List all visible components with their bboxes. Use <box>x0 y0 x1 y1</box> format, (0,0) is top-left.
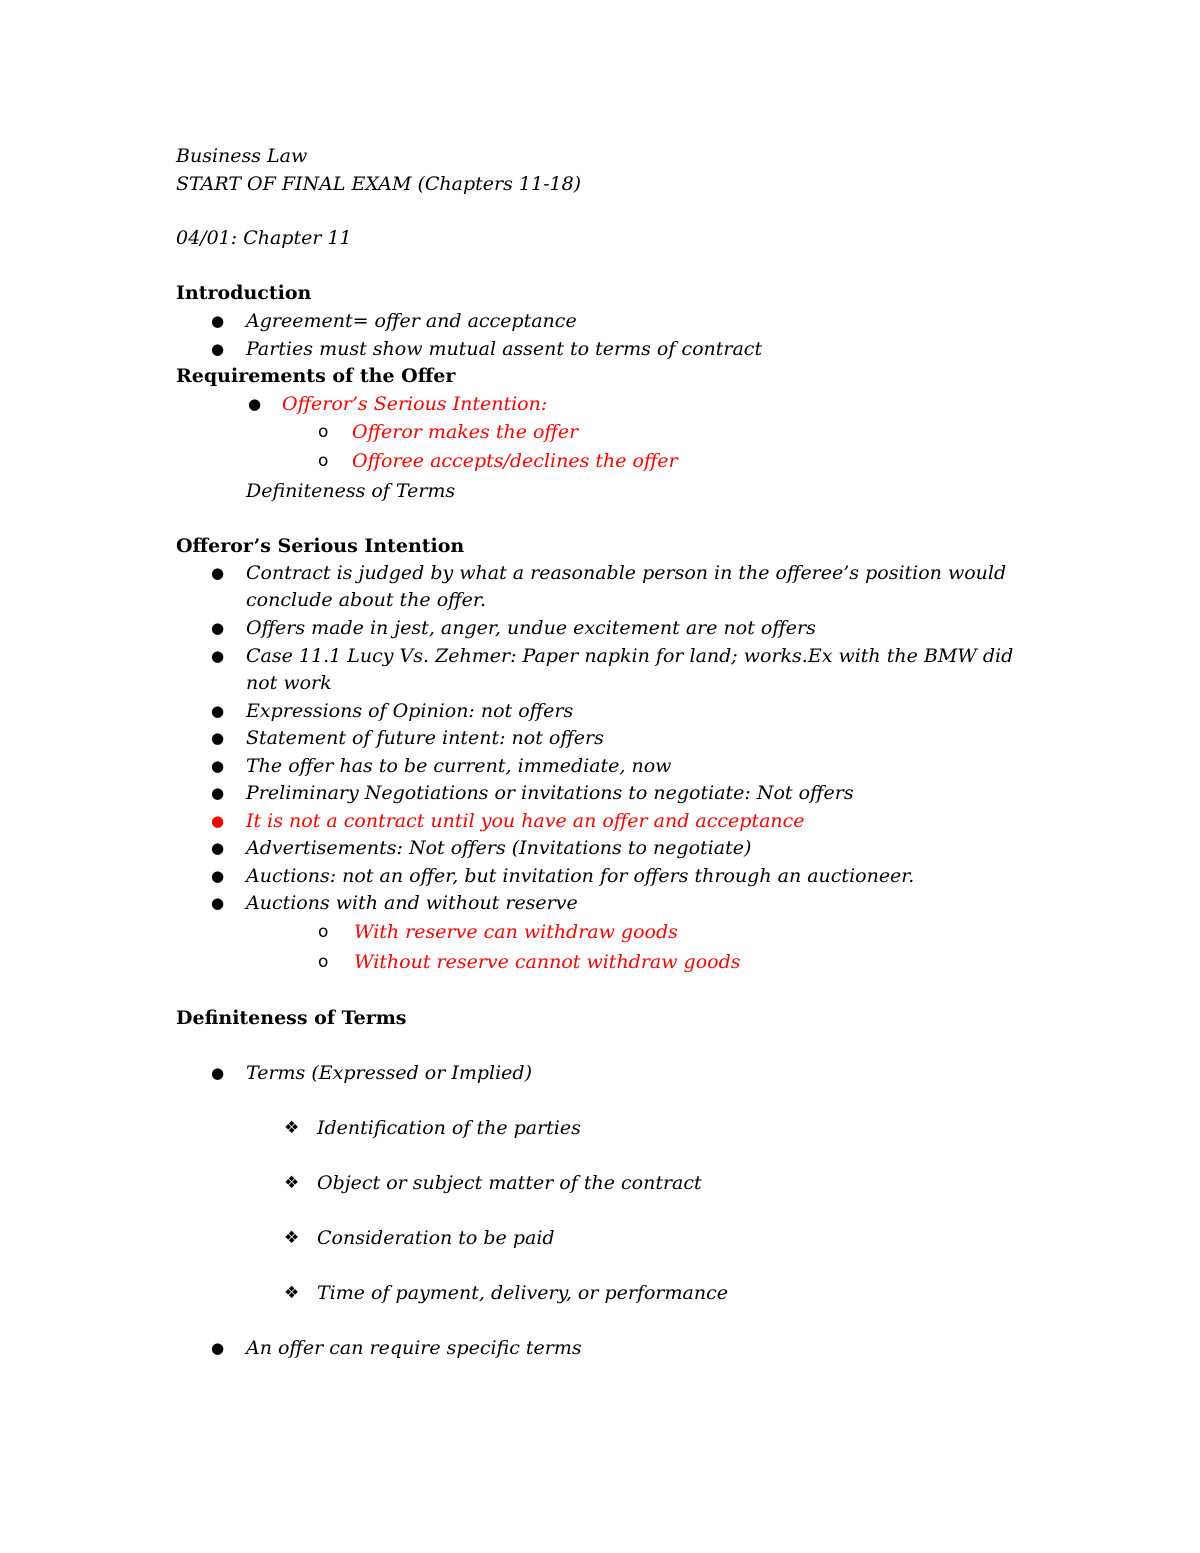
circle-bullet-icon: o <box>318 451 329 471</box>
bullet-icon: ● <box>211 340 225 358</box>
list-item: Expressions of Opinion: not offers <box>246 700 574 722</box>
introduction-heading: Introduction <box>176 282 312 304</box>
bullet-icon: ● <box>211 1339 225 1357</box>
sub-list-item: Identification of the parties <box>317 1117 581 1139</box>
list-item: Offeror’s Serious Intention: <box>282 393 548 415</box>
bullet-icon: ● <box>211 729 225 747</box>
bullet-icon: ● <box>211 867 225 885</box>
list-item: Parties must show mutual assent to terms of contract <box>246 338 763 360</box>
bullet-icon: ● <box>211 757 225 775</box>
list-item: Contract is judged by what a reasonable person in the offeree’s position would <box>246 562 1007 584</box>
bullet-icon: ● <box>211 839 225 857</box>
circle-bullet-icon: o <box>318 422 329 442</box>
list-item: Agreement= offer and acceptance <box>246 310 577 332</box>
bullet-icon: ● <box>211 702 225 720</box>
bullet-icon: ● <box>211 1064 225 1082</box>
list-item: Statement of future intent: not offers <box>246 727 604 749</box>
diamond-bullet-icon: ❖ <box>284 1173 300 1193</box>
bullet-icon: ● <box>211 312 225 330</box>
list-item: Auctions with and without reserve <box>246 892 578 914</box>
bullet-icon: ● <box>211 784 225 802</box>
list-item-continuation: conclude about the offer. <box>246 589 486 611</box>
serious-intention-heading: Offeror’s Serious Intention <box>176 535 465 557</box>
exam-title: START OF FINAL EXAM (Chapters 11-18) <box>176 173 582 195</box>
course-title: Business Law <box>176 145 308 167</box>
bullet-icon: ● <box>211 619 225 637</box>
list-item: Terms (Expressed or Implied) <box>246 1062 532 1084</box>
sub-list-item: Without reserve cannot withdraw goods <box>354 951 741 973</box>
plain-item: Definiteness of Terms <box>246 480 456 502</box>
list-item: Advertisements: Not offers (Invitations to negotiate) <box>246 837 752 859</box>
list-item: Preliminary Negotiations or invitations to negotiate: Not offers <box>246 782 854 804</box>
list-item: Offers made in jest, anger, undue excitement are not offers <box>246 617 816 639</box>
diamond-bullet-icon: ❖ <box>284 1283 300 1303</box>
sub-list-item: Object or subject matter of the contract <box>317 1172 702 1194</box>
diamond-bullet-icon: ❖ <box>284 1228 300 1248</box>
diamond-bullet-icon: ❖ <box>284 1118 300 1138</box>
list-item-continuation: not work <box>246 672 332 694</box>
definiteness-heading: Definiteness of Terms <box>176 1007 407 1029</box>
sub-list-item: Offeror makes the offer <box>352 421 579 443</box>
bullet-icon: ● <box>211 812 225 830</box>
requirements-heading: Requirements of the Offer <box>176 365 456 387</box>
bullet-icon: ● <box>211 647 225 665</box>
circle-bullet-icon: o <box>318 922 329 942</box>
list-item: An offer can require specific terms <box>246 1337 582 1359</box>
bullet-icon: ● <box>211 564 225 582</box>
sub-list-item: Consideration to be paid <box>317 1227 555 1249</box>
list-item: It is not a contract until you have an offer and acceptance <box>246 810 805 832</box>
bullet-icon: ● <box>211 894 225 912</box>
circle-bullet-icon: o <box>318 952 329 972</box>
list-item: Case 11.1 Lucy Vs. Zehmer: Paper napkin for land; works.Ex with the BMW did <box>246 645 1014 667</box>
sub-list-item: With reserve can withdraw goods <box>354 921 678 943</box>
bullet-icon: ● <box>248 395 262 413</box>
date-chapter: 04/01: Chapter 11 <box>176 227 352 249</box>
sub-list-item: Offoree accepts/declines the offer <box>352 450 678 472</box>
list-item: Auctions: not an offer, but invitation for offers through an auctioneer. <box>246 865 915 887</box>
sub-list-item: Time of payment, delivery, or performance <box>317 1282 728 1304</box>
list-item: The offer has to be current, immediate, now <box>246 755 672 777</box>
